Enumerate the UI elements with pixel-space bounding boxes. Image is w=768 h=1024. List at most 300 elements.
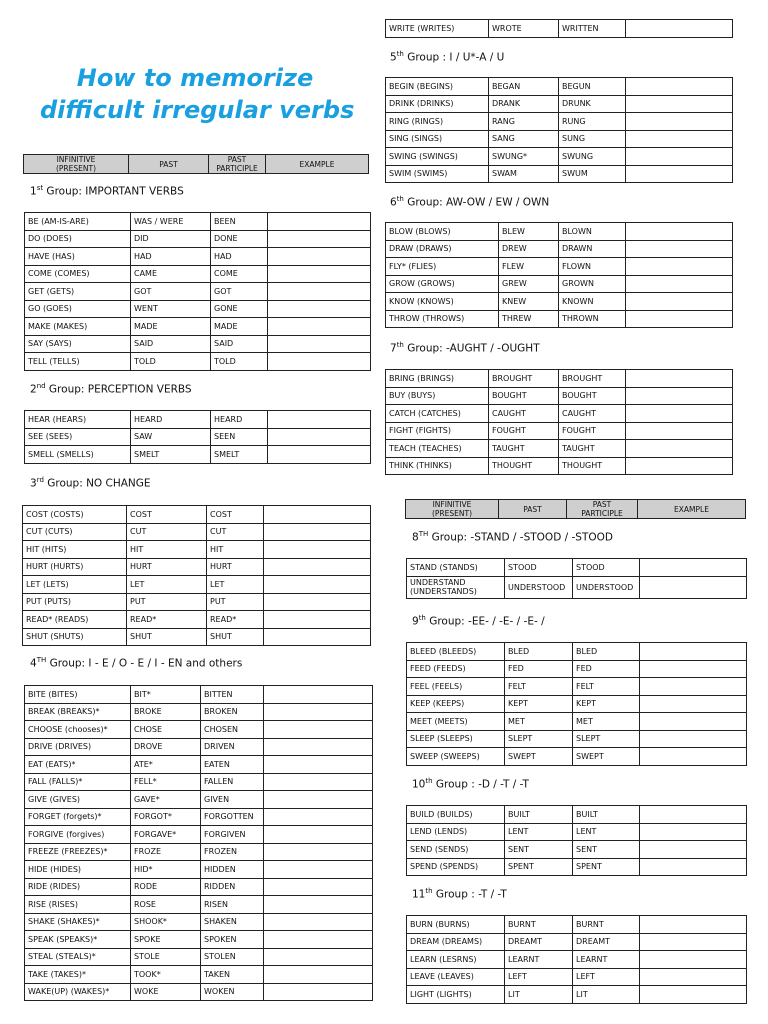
verb-past-participle: CHOSEN — [201, 721, 264, 739]
verb-example — [626, 310, 733, 328]
table-row — [407, 678, 747, 696]
verb-past: LEFT — [505, 968, 573, 986]
verb-past: RANG — [489, 113, 559, 131]
verb-past: SAID — [131, 335, 211, 353]
verb-past: MET — [505, 713, 573, 731]
verb-infinitive: SEND (SENDS) — [407, 841, 505, 859]
table-row — [25, 721, 373, 739]
group-heading-4: 4TH Group: I - E / O - E / I - EN and others — [30, 656, 243, 670]
table-row — [25, 931, 373, 949]
verb-past-participle: GONE — [211, 300, 268, 318]
group-heading-10: 10th Group : -D / -T / -T — [412, 777, 529, 791]
table-row — [407, 968, 747, 986]
verb-past: BLED — [505, 643, 573, 661]
verb-past: READ* — [127, 611, 207, 629]
table-row — [23, 558, 371, 576]
verb-past-participle: LEARNT — [573, 951, 640, 969]
group-heading-7: 7th Group: -AUGHT / -OUGHT — [390, 341, 540, 355]
top-row-example — [626, 20, 733, 38]
verb-example — [640, 559, 747, 577]
verb-example — [264, 791, 373, 809]
verb-example — [626, 457, 733, 475]
verb-past: FOUGHT — [489, 422, 559, 440]
verb-past: KEPT — [505, 695, 573, 713]
verb-example — [640, 643, 747, 661]
verb-past: SWEPT — [505, 748, 573, 766]
table-row — [25, 300, 371, 318]
verb-past: MADE — [131, 318, 211, 336]
verb-infinitive: RISE (RISES) — [25, 896, 131, 914]
verb-infinitive: SWEEP (SWEEPS) — [407, 748, 505, 766]
verb-example — [640, 806, 747, 824]
group-heading-1: 1st Group: IMPORTANT VERBS — [30, 184, 184, 198]
verb-example — [268, 230, 371, 248]
verb-past-participle: DRUNK — [559, 95, 626, 113]
verb-past: WAS / WERE — [131, 213, 211, 231]
table-row — [25, 318, 371, 336]
verb-example — [268, 335, 371, 353]
verb-infinitive: LEND (LENDS) — [407, 823, 505, 841]
verb-infinitive: FORGIVE (forgives) — [25, 826, 131, 844]
table-row — [25, 756, 373, 774]
verb-past: FED — [505, 660, 573, 678]
verb-infinitive: RIDE (RIDES) — [25, 878, 131, 896]
verb-past-participle: COST — [207, 506, 264, 524]
verb-past-participle: PUT — [207, 593, 264, 611]
left-header-table — [23, 154, 369, 174]
verb-example — [264, 576, 371, 594]
verb-example — [640, 660, 747, 678]
table-row — [25, 791, 373, 809]
verb-past: LIT — [505, 986, 573, 1004]
verb-past: PUT — [127, 593, 207, 611]
verb-past-participle: FLOWN — [559, 258, 626, 276]
verb-past: TAUGHT — [489, 440, 559, 458]
verb-past-participle: FORGIVEN — [201, 826, 264, 844]
verb-past-participle: SHUT — [207, 628, 264, 646]
verb-example — [640, 916, 747, 934]
verb-infinitive: BLEED (BLEEDS) — [407, 643, 505, 661]
verb-infinitive: FORGET (forgets)* — [25, 808, 131, 826]
table-row — [386, 275, 733, 293]
verb-infinitive: SWING (SWINGS) — [386, 148, 489, 166]
verb-past-participle: KNOWN — [559, 293, 626, 311]
verb-example — [264, 593, 371, 611]
table-row — [386, 310, 733, 328]
verb-infinitive: LET (LETS) — [23, 576, 127, 594]
verb-example — [264, 686, 373, 704]
verb-past-participle: BURNT — [573, 916, 640, 934]
verb-example — [626, 130, 733, 148]
verb-past-participle: MET — [573, 713, 640, 731]
table-row — [386, 240, 733, 258]
table-row — [386, 95, 733, 113]
table-row — [407, 748, 747, 766]
verb-past-participle: THROWN — [559, 310, 626, 328]
verb-past: SWUNG* — [489, 148, 559, 166]
verb-infinitive: SHAKE (SHAKES)* — [25, 913, 131, 931]
table-row — [23, 611, 371, 629]
verb-example — [640, 841, 747, 859]
verb-example — [640, 858, 747, 876]
group-3-table — [22, 505, 371, 646]
verb-past-participle: CAUGHT — [559, 405, 626, 423]
group-11-table — [406, 915, 747, 1004]
verb-past: HID* — [131, 861, 201, 879]
verb-past-participle: BROKEN — [201, 703, 264, 721]
verb-infinitive: SHUT (SHUTS) — [23, 628, 127, 646]
verb-example — [626, 223, 733, 241]
table-row — [25, 411, 371, 429]
top-row-infinitive: WRITE (WRITES) — [386, 20, 489, 38]
table-row — [407, 806, 747, 824]
verb-past-participle: WOKEN — [201, 983, 264, 1001]
table-row — [25, 428, 371, 446]
verb-example — [264, 523, 371, 541]
verb-infinitive: BEGIN (BEGINS) — [386, 78, 489, 96]
verb-example — [264, 983, 373, 1001]
table-row — [23, 593, 371, 611]
verb-infinitive: STAND (STANDS) — [407, 559, 505, 577]
header-past-participle: PAST PARTICIPLE — [209, 155, 266, 174]
verb-infinitive: DRAW (DRAWS) — [386, 240, 499, 258]
verb-past: LEARNT — [505, 951, 573, 969]
verb-past-participle: SAID — [211, 335, 268, 353]
verb-example — [264, 628, 371, 646]
verb-past-participle: SEEN — [211, 428, 268, 446]
verb-past: HAD — [131, 248, 211, 266]
table-row — [25, 738, 373, 756]
verb-example — [640, 730, 747, 748]
verb-past: BUILT — [505, 806, 573, 824]
title-line-1: How to memorize — [76, 64, 314, 92]
verb-example — [264, 931, 373, 949]
group-heading-8: 8TH Group: -STAND / -STOOD / -STOOD — [412, 530, 613, 544]
verb-past-participle: SLEPT — [573, 730, 640, 748]
verb-past: RODE — [131, 878, 201, 896]
group-7-table — [385, 369, 733, 475]
verb-past: STOLE — [131, 948, 201, 966]
table-row — [25, 248, 371, 266]
group-heading-11: 11th Group : -T / -T — [412, 887, 507, 901]
verb-past: FELL* — [131, 773, 201, 791]
verb-past: SWAM — [489, 165, 559, 183]
verb-past: HEARD — [131, 411, 211, 429]
table-row — [407, 730, 747, 748]
table-row — [386, 148, 733, 166]
verb-example — [268, 446, 371, 464]
verb-past-participle: HAD — [211, 248, 268, 266]
table-row — [25, 686, 373, 704]
verb-infinitive: COME (COMES) — [25, 265, 131, 283]
verb-past-participle: SWUM — [559, 165, 626, 183]
title-line-2: difficult irregular verbs — [40, 96, 355, 124]
verb-past: ROSE — [131, 896, 201, 914]
verb-example — [264, 948, 373, 966]
verb-infinitive: FEEL (FEELS) — [407, 678, 505, 696]
verb-example — [264, 541, 371, 559]
verb-example — [626, 275, 733, 293]
verb-past-participle: COME — [211, 265, 268, 283]
verb-example — [264, 738, 373, 756]
verb-infinitive: COST (COSTS) — [23, 506, 127, 524]
verb-past: COST — [127, 506, 207, 524]
table-row — [386, 440, 733, 458]
verb-example — [268, 213, 371, 231]
verb-past: BLEW — [499, 223, 559, 241]
verb-example — [640, 951, 747, 969]
verb-example — [268, 318, 371, 336]
table-row — [386, 422, 733, 440]
verb-past-participle: BLOWN — [559, 223, 626, 241]
verb-past: LENT — [505, 823, 573, 841]
verb-past-participle: RISEN — [201, 896, 264, 914]
verb-infinitive: FIGHT (FIGHTS) — [386, 422, 489, 440]
verb-past-participle: SPENT — [573, 858, 640, 876]
verb-past-participle: LEFT — [573, 968, 640, 986]
verb-past-participle: FELT — [573, 678, 640, 696]
group-6-table — [385, 222, 733, 328]
verb-past: SAW — [131, 428, 211, 446]
table-row — [386, 113, 733, 131]
verb-past-participle: HIT — [207, 541, 264, 559]
verb-infinitive: HURT (HURTS) — [23, 558, 127, 576]
verb-example — [640, 823, 747, 841]
verb-infinitive: STEAL (STEALS)* — [25, 948, 131, 966]
verb-past-participle: FORGOTTEN — [201, 808, 264, 826]
verb-past: BROUGHT — [489, 370, 559, 388]
page-title — [40, 62, 355, 126]
verb-infinitive: DRIVE (DRIVES) — [25, 738, 131, 756]
verb-past-participle: TAUGHT — [559, 440, 626, 458]
verb-past-participle: EATEN — [201, 756, 264, 774]
table-row — [25, 861, 373, 879]
verb-example — [264, 861, 373, 879]
table-row — [386, 370, 733, 388]
verb-infinitive: LEARN (LESRNS) — [407, 951, 505, 969]
verb-example — [264, 506, 371, 524]
verb-infinitive: SWIM (SWIMS) — [386, 165, 489, 183]
verb-past-participle: LENT — [573, 823, 640, 841]
verb-example — [264, 966, 373, 984]
verb-past: KNEW — [499, 293, 559, 311]
verb-past: HIT — [127, 541, 207, 559]
verb-example — [268, 300, 371, 318]
verb-infinitive: GET (GETS) — [25, 283, 131, 301]
verb-infinitive: LIGHT (LIGHTS) — [407, 986, 505, 1004]
verb-example — [264, 808, 373, 826]
verb-infinitive: FALL (FALLS)* — [25, 773, 131, 791]
verb-past-participle: UNDERSTOOD — [573, 576, 640, 598]
verb-past: GOT — [131, 283, 211, 301]
table-row — [386, 293, 733, 311]
verb-example — [626, 78, 733, 96]
verb-past-participle: BLED — [573, 643, 640, 661]
verb-past-participle: LET — [207, 576, 264, 594]
table-row — [407, 858, 747, 876]
verb-infinitive: EAT (EATS)* — [25, 756, 131, 774]
table-row — [407, 660, 747, 678]
header-infinitive-2: INFINITIVE (PRESENT) — [406, 500, 499, 519]
verb-infinitive: SPEAK (SPEAKS)* — [25, 931, 131, 949]
verb-infinitive: BUILD (BUILDS) — [407, 806, 505, 824]
group-9-table — [406, 642, 747, 766]
verb-example — [640, 713, 747, 731]
table-row — [407, 576, 747, 598]
verb-past: UNDERSTOOD — [505, 576, 573, 598]
group-2-table — [24, 410, 371, 464]
table-row — [25, 948, 373, 966]
verb-example — [268, 265, 371, 283]
verb-past-participle: KEPT — [573, 695, 640, 713]
verb-past: GAVE* — [131, 791, 201, 809]
verb-infinitive: THINK (THINKS) — [386, 457, 489, 475]
verb-infinitive: GO (GOES) — [25, 300, 131, 318]
verb-example — [264, 878, 373, 896]
table-row — [25, 230, 371, 248]
table-row — [25, 808, 373, 826]
group-5-table — [385, 77, 733, 183]
verb-infinitive: MEET (MEETS) — [407, 713, 505, 731]
verb-example — [626, 240, 733, 258]
verb-past-participle: GOT — [211, 283, 268, 301]
verb-infinitive: SAY (SAYS) — [25, 335, 131, 353]
group-heading-3: 3rd Group: NO CHANGE — [30, 476, 151, 490]
group-4-table — [24, 685, 373, 1001]
verb-past: TOOK* — [131, 966, 201, 984]
group-heading-5: 5th Group : I / U*-A / U — [390, 50, 505, 64]
verb-past: THREW — [499, 310, 559, 328]
verb-infinitive: SPEND (SPENDS) — [407, 858, 505, 876]
verb-example — [640, 933, 747, 951]
verb-past: SHUT — [127, 628, 207, 646]
table-row — [23, 628, 371, 646]
verb-example — [640, 986, 747, 1004]
verb-past-participle: CUT — [207, 523, 264, 541]
verb-past: CUT — [127, 523, 207, 541]
verb-infinitive: SMELL (SMELLS) — [25, 446, 131, 464]
verb-past: BEGAN — [489, 78, 559, 96]
verb-past: SPENT — [505, 858, 573, 876]
verb-infinitive: GIVE (GIVES) — [25, 791, 131, 809]
verb-infinitive: SLEEP (SLEEPS) — [407, 730, 505, 748]
verb-example — [626, 405, 733, 423]
verb-infinitive: TEACH (TEACHES) — [386, 440, 489, 458]
verb-infinitive: BURN (BURNS) — [407, 916, 505, 934]
verb-past: HURT — [127, 558, 207, 576]
verb-past-participle: HIDDEN — [201, 861, 264, 879]
verb-past: DRANK — [489, 95, 559, 113]
verb-infinitive: SEE (SEES) — [25, 428, 131, 446]
top-row-past: WROTE — [489, 20, 559, 38]
verb-example — [626, 440, 733, 458]
verb-past-participle: RIDDEN — [201, 878, 264, 896]
table-row — [23, 523, 371, 541]
verb-past: FORGOT* — [131, 808, 201, 826]
verb-past-participle: BROUGHT — [559, 370, 626, 388]
verb-infinitive: RING (RINGS) — [386, 113, 489, 131]
verb-example — [268, 411, 371, 429]
verb-example — [264, 913, 373, 931]
verb-past: SMELT — [131, 446, 211, 464]
verb-past-participle: FOUGHT — [559, 422, 626, 440]
verb-past: STOOD — [505, 559, 573, 577]
verb-example — [640, 748, 747, 766]
table-row — [407, 713, 747, 731]
verb-past-participle: HURT — [207, 558, 264, 576]
table-row — [25, 878, 373, 896]
verb-example — [626, 113, 733, 131]
header-infinitive: INFINITIVE (PRESENT) — [24, 155, 129, 174]
verb-example — [264, 843, 373, 861]
table-row — [386, 130, 733, 148]
verb-example — [626, 370, 733, 388]
verb-past-participle: TAKEN — [201, 966, 264, 984]
verb-past: CAME — [131, 265, 211, 283]
table-row — [25, 843, 373, 861]
verb-past-participle: SPOKEN — [201, 931, 264, 949]
verb-past-participle: SWEPT — [573, 748, 640, 766]
table-row — [25, 913, 373, 931]
table-row — [407, 933, 747, 951]
header-example-2: EXAMPLE — [638, 500, 746, 519]
verb-past: FELT — [505, 678, 573, 696]
verb-past-participle: BITTEN — [201, 686, 264, 704]
verb-past-participle: READ* — [207, 611, 264, 629]
verb-example — [640, 576, 747, 598]
verb-example — [268, 283, 371, 301]
verb-infinitive: HIT (HITS) — [23, 541, 127, 559]
verb-past-participle: HEARD — [211, 411, 268, 429]
verb-past-participle: SUNG — [559, 130, 626, 148]
verb-past-participle: TOLD — [211, 353, 268, 371]
verb-past: SLEPT — [505, 730, 573, 748]
verb-past: BOUGHT — [489, 387, 559, 405]
verb-past-participle: DREAMT — [573, 933, 640, 951]
verb-past: DROVE — [131, 738, 201, 756]
group-8-table — [406, 558, 747, 599]
verb-example — [626, 148, 733, 166]
verb-past: FROZE — [131, 843, 201, 861]
right-header-table — [405, 499, 746, 519]
verb-example — [268, 353, 371, 371]
verb-example — [264, 756, 373, 774]
group-heading-2: 2nd Group: PERCEPTION VERBS — [30, 382, 192, 396]
table-row — [25, 283, 371, 301]
verb-past-participle: FROZEN — [201, 843, 264, 861]
verb-past-participle: SHAKEN — [201, 913, 264, 931]
verb-past-participle: LIT — [573, 986, 640, 1004]
verb-past: FLEW — [499, 258, 559, 276]
header-past-2: PAST — [499, 500, 567, 519]
verb-past-participle: BEGUN — [559, 78, 626, 96]
verb-past: CHOSE — [131, 721, 201, 739]
verb-example — [626, 387, 733, 405]
verb-past-participle: STOOD — [573, 559, 640, 577]
table-row — [25, 213, 371, 231]
group-10-table — [406, 805, 747, 876]
verb-infinitive: MAKE (MAKES) — [25, 318, 131, 336]
verb-past: TOLD — [131, 353, 211, 371]
verb-past-participle: FALLEN — [201, 773, 264, 791]
verb-infinitive: DRINK (DRINKS) — [386, 95, 489, 113]
verb-infinitive: TAKE (TAKES)* — [25, 966, 131, 984]
verb-past-participle: MADE — [211, 318, 268, 336]
verb-past-participle: GIVEN — [201, 791, 264, 809]
table-row — [23, 541, 371, 559]
table-row — [25, 896, 373, 914]
verb-past-participle: GROWN — [559, 275, 626, 293]
